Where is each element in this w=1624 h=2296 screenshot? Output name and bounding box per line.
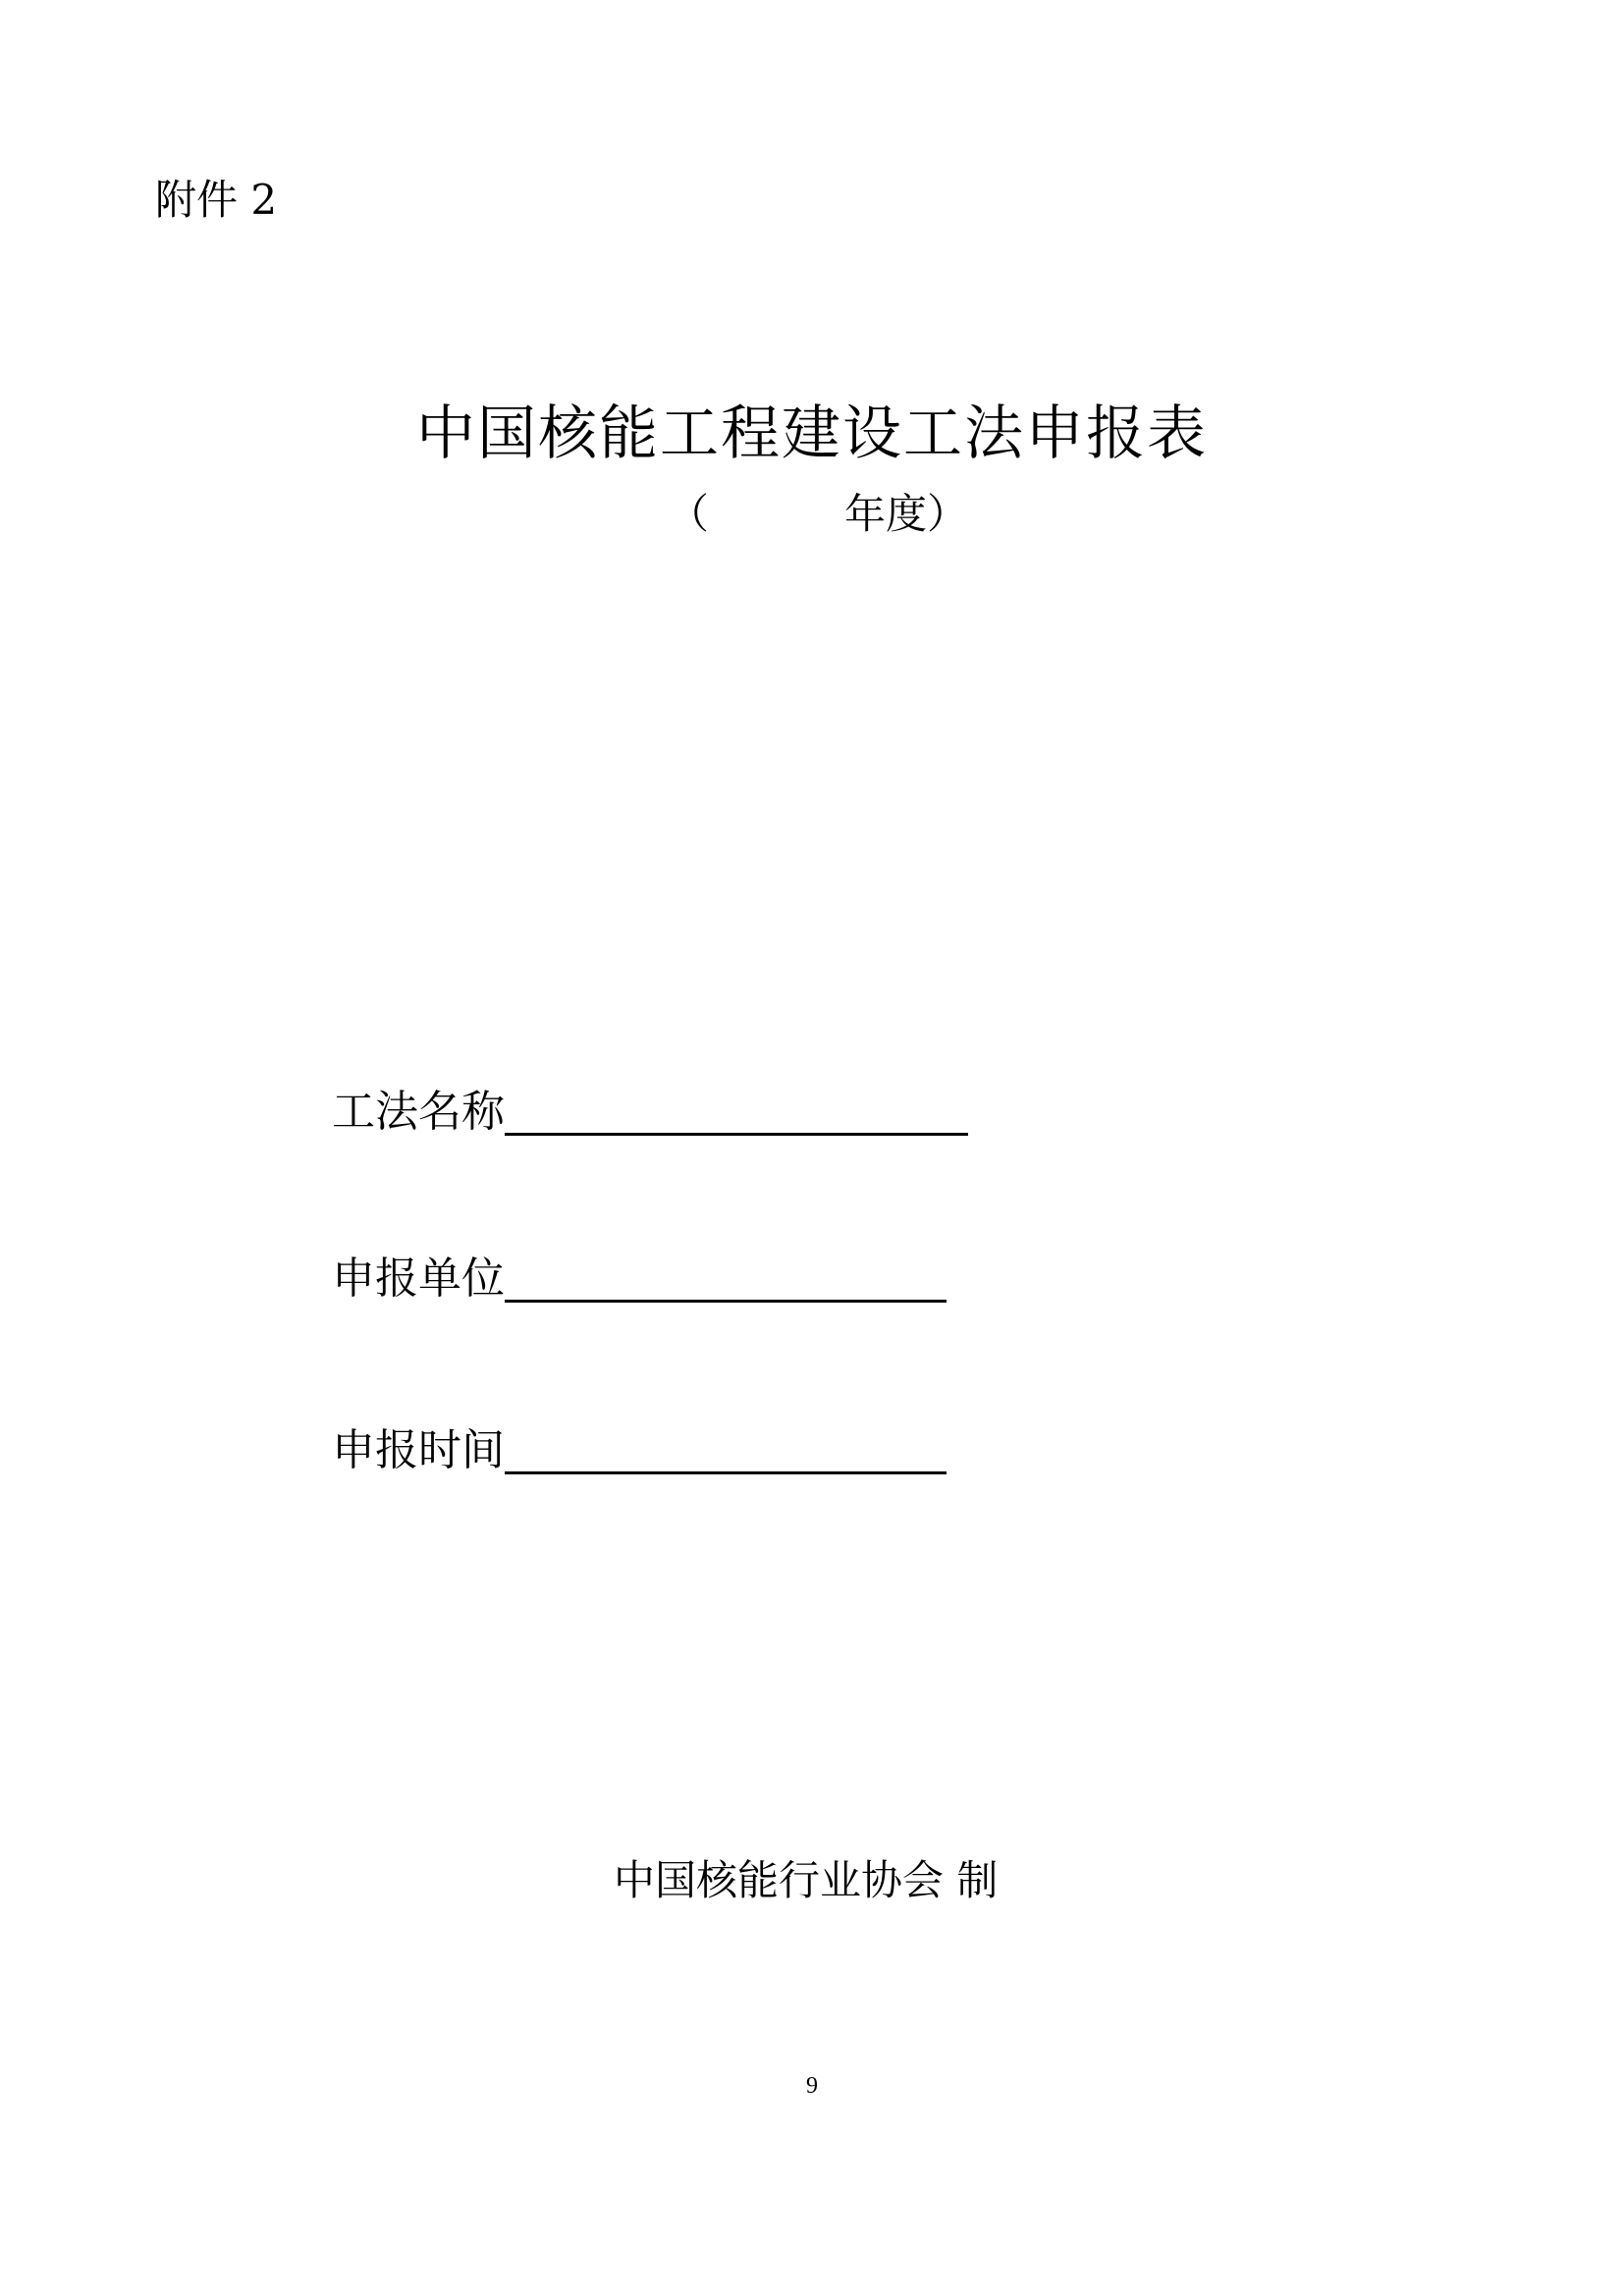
year-line (668, 487, 968, 542)
method-name-field (332, 1085, 968, 1140)
year-text: 年度） (844, 490, 969, 538)
attachment-label: 附件 2 (155, 176, 278, 224)
issuer-text: 中国核能行业协会 制 (614, 1856, 999, 1904)
application-time-field (332, 1423, 947, 1478)
method-name-label: 工法名称 (332, 1087, 505, 1137)
application-time-blank-line (505, 1471, 947, 1474)
method-name-blank-line (505, 1133, 968, 1136)
applicant-unit-label: 申报单位 (332, 1254, 505, 1304)
document-title: 中国核能工程建设工法申报表 (416, 400, 1208, 468)
applicant-unit-blank-line (505, 1300, 947, 1303)
year-open-paren: （ (668, 490, 710, 538)
applicant-unit-field (332, 1252, 947, 1307)
application-time-label: 申报时间 (332, 1425, 505, 1475)
page-number: 9 (806, 2073, 818, 2099)
